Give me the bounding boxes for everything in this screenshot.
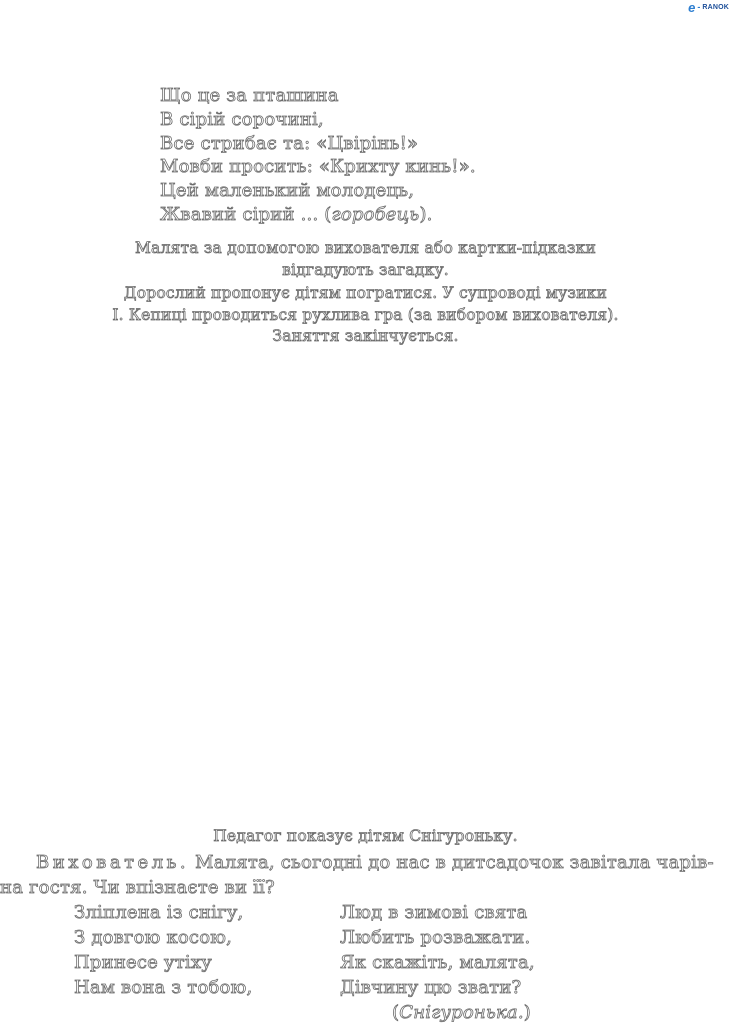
instruction-line: Малята за допомогою вихователя або картки-підказки bbox=[134, 239, 597, 257]
stage-direction: Педагог показує дітям Снігуроньку. bbox=[213, 827, 518, 845]
riddle2-answer-line bbox=[340, 1000, 535, 1025]
riddle-line: Люд в зимові свята bbox=[340, 902, 528, 923]
riddle-line: Дівчину цю звати? bbox=[340, 977, 522, 998]
logo-dash: - bbox=[697, 2, 701, 12]
riddle-line: Мовби просить: «Крихту кинь!». bbox=[160, 156, 476, 178]
riddle2-right-column bbox=[340, 900, 535, 1025]
riddle-last-line bbox=[160, 203, 476, 227]
logo-brand-text: RANOK bbox=[702, 3, 729, 11]
riddle2-left-column bbox=[74, 900, 252, 1000]
riddle-line: Нам вона з тобою, bbox=[74, 977, 253, 998]
riddle-answer: горобець bbox=[331, 203, 420, 225]
riddle-line: Все стрибає та: «Цвірінь!» bbox=[160, 132, 419, 154]
riddle-line: Цей маленький молодець, bbox=[160, 180, 415, 202]
answer-suffix: ) bbox=[523, 1002, 532, 1023]
riddle-line: Що це за пташина bbox=[160, 85, 339, 106]
riddle-last-prefix: Жвавий сірий ... ( bbox=[160, 203, 332, 225]
instruction-line: Заняття закінчується. bbox=[272, 327, 459, 345]
riddle-line: В сірій сорочині, bbox=[160, 108, 324, 130]
speech-text: Малята, сьогодні до нас в дитсадочок завітала чарів- bbox=[189, 852, 714, 873]
speaker-name: Вихователь. bbox=[36, 852, 190, 873]
riddle-line: Любить розважати. bbox=[340, 927, 531, 948]
answer-prefix: ( bbox=[392, 1002, 400, 1023]
instruction-line: Дорослий пропонує дітям погратися. У супроводі музики bbox=[123, 284, 608, 302]
instruction-line: відгадують загадку. bbox=[282, 261, 449, 279]
teacher-speech-line1 bbox=[36, 852, 714, 873]
riddle-line: Принесе утіху bbox=[74, 952, 212, 973]
riddle-line: Зліплена із снігу, bbox=[74, 902, 244, 923]
riddle-line: З довгою косою, bbox=[74, 927, 233, 948]
logo-e-mark: e bbox=[688, 0, 696, 15]
riddle-last-suffix: ). bbox=[419, 203, 433, 225]
riddle-sparrow bbox=[160, 84, 476, 227]
publisher-logo bbox=[688, 0, 729, 14]
instruction-line: І. Кепиці проводиться рухлива гра (за вибором вихователя). bbox=[112, 306, 619, 324]
riddle-line: Як скажіть, малята, bbox=[340, 952, 535, 973]
riddle2-answer: Снігуронька. bbox=[399, 1002, 524, 1023]
teacher-speech-line2: на гостя. Чи впізнаєте ви її? bbox=[0, 877, 275, 898]
